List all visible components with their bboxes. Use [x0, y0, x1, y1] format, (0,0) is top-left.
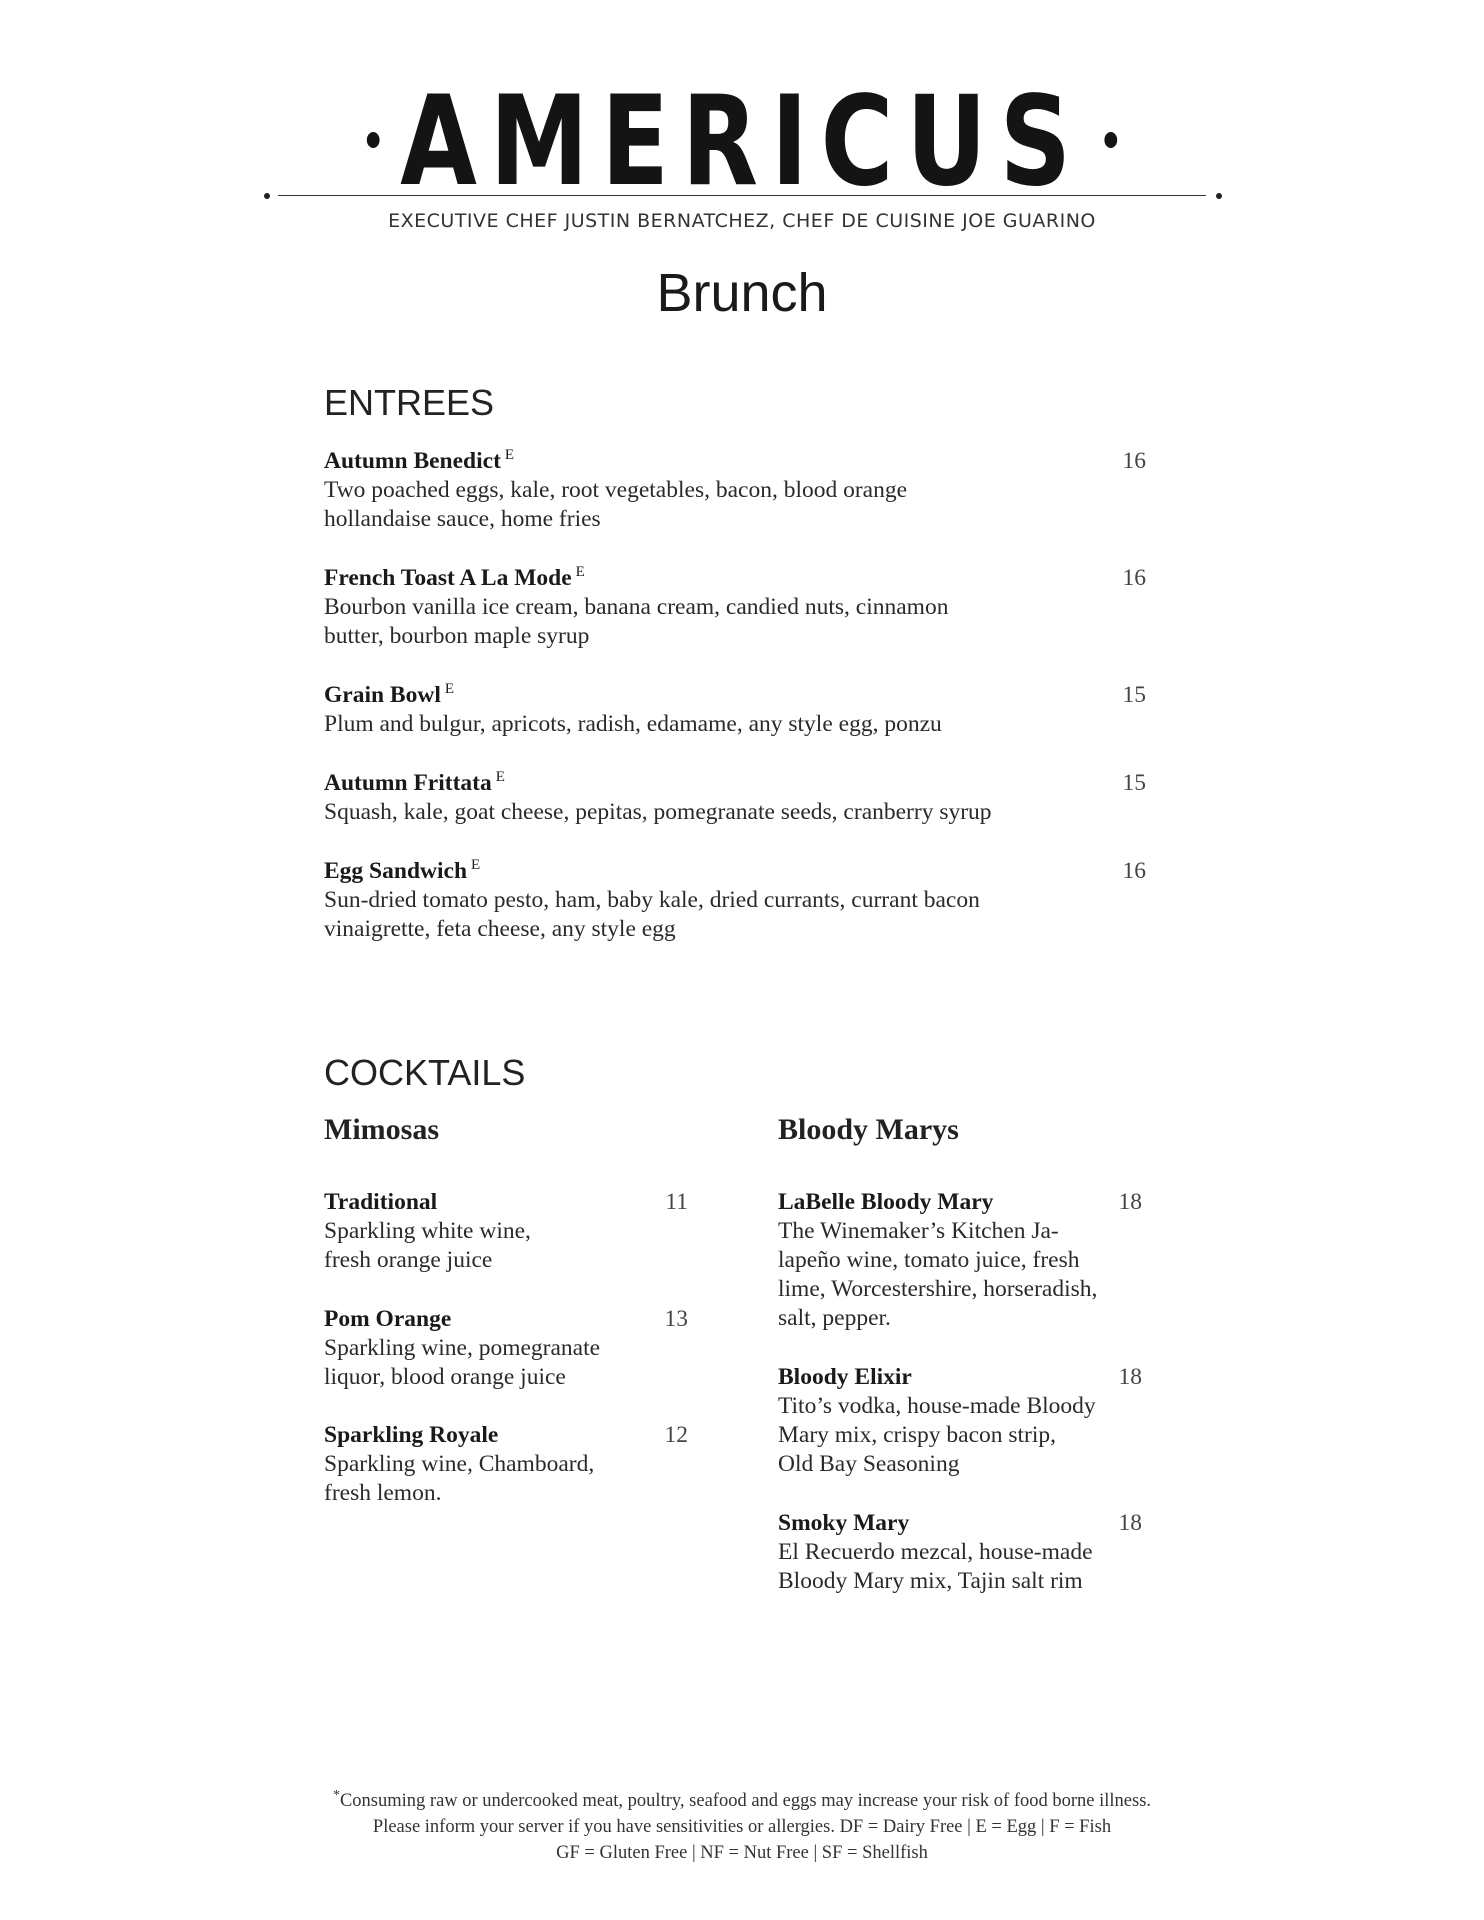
item-description: Sparkling white wine,	[324, 1218, 531, 1244]
item-description: fresh orange juice	[324, 1247, 493, 1273]
chef-credits: EXECUTIVE CHEF JUSTIN BERNATCHEZ, CHEF DE CUISINE JOE GUARINO	[388, 210, 1096, 232]
item-price: 16	[1122, 858, 1146, 884]
item-description: Squash, kale, goat cheese, pepitas, pomegranate seeds, cranberry syrup	[324, 799, 992, 825]
item-description: Sun-dried tomato pesto, ham, baby kale, dried currants, currant bacon	[324, 887, 980, 913]
item-description: El Recuerdo mezcal, house-made	[778, 1539, 1093, 1565]
item-price: 18	[1118, 1510, 1142, 1536]
rule-dot-left	[264, 193, 270, 199]
disclaimer-line: Please inform your server if you have sensitivities or allergies. DF = Dairy Free | E = Egg | F = Fish	[372, 1817, 1112, 1837]
egg-marker: E	[504, 447, 515, 464]
entree-item	[324, 564, 1144, 651]
item-name: Egg Sandwich	[324, 858, 468, 884]
subsection-title-bloody-marys: Bloody Marys	[778, 1113, 959, 1146]
item-description: Sparkling wine, pomegranate	[324, 1335, 601, 1361]
item-price: 18	[1118, 1189, 1142, 1215]
item-description: liquor, blood orange juice	[324, 1364, 566, 1390]
cocktail-item	[778, 1509, 1142, 1596]
footnote-asterisk: *	[332, 1787, 340, 1803]
item-description: lapeño wine, tomato juice, fresh	[778, 1247, 1080, 1273]
item-name: Autumn Frittata	[324, 770, 492, 796]
item-name: Bloody Elixir	[778, 1364, 912, 1390]
cocktail-item	[324, 1305, 688, 1392]
logo-dot-left	[367, 132, 380, 148]
logo-text: AMERICUS	[400, 70, 1084, 214]
section-title-entrees: ENTREES	[324, 382, 495, 423]
entree-item	[324, 857, 1144, 944]
restaurant-logo	[148, 70, 1335, 214]
item-description: lime, Worcestershire, horseradish,	[778, 1276, 1098, 1302]
egg-marker: E	[495, 769, 505, 786]
item-name: French Toast A La Mode	[324, 565, 572, 591]
item-price: 16	[1122, 565, 1146, 591]
item-name: Traditional	[324, 1189, 438, 1215]
item-name: Autumn Benedict	[324, 448, 501, 474]
header-divider	[278, 195, 1206, 196]
item-name: Sparkling Royale	[324, 1422, 499, 1448]
item-description: Sparkling wine, Chamboard,	[324, 1451, 595, 1477]
item-name: Grain Bowl	[324, 682, 441, 708]
cocktail-item	[778, 1363, 1142, 1479]
item-description: fresh lemon.	[324, 1480, 442, 1506]
item-description: vinaigrette, feta cheese, any style egg	[324, 916, 676, 942]
entree-item	[324, 769, 1144, 827]
item-description: The Winemaker’s Kitchen Ja-	[778, 1218, 1059, 1244]
item-description: Old Bay Seasoning	[778, 1451, 960, 1477]
item-description: hollandaise sauce, home fries	[324, 506, 601, 532]
menu-title: Brunch	[656, 263, 828, 323]
item-name: Pom Orange	[324, 1306, 452, 1332]
egg-marker: E	[575, 564, 585, 581]
disclaimer-line: GF = Gluten Free | NF = Nut Free | SF = Shellfish	[556, 1843, 928, 1863]
item-description: salt, pepper.	[778, 1305, 891, 1331]
egg-marker: E	[471, 857, 481, 874]
cocktail-item	[778, 1188, 1142, 1333]
egg-marker: E	[444, 681, 455, 698]
item-description: Mary mix, crispy bacon strip,	[778, 1422, 1057, 1448]
section-title-cocktails: COCKTAILS	[324, 1052, 526, 1093]
item-price: 11	[665, 1189, 688, 1215]
item-price: 15	[1122, 682, 1146, 708]
subsection-title-mimosas: Mimosas	[324, 1113, 439, 1146]
item-price: 18	[1118, 1364, 1142, 1390]
rule-dot-right	[1216, 193, 1222, 199]
logo-dot-right	[1105, 132, 1118, 148]
item-price: 15	[1122, 770, 1146, 796]
disclaimer-line: Consuming raw or undercooked meat, poultry, seafood and eggs may increase your risk of food borne illness.	[339, 1791, 1152, 1811]
item-price: 13	[664, 1306, 688, 1332]
item-price: 12	[664, 1422, 688, 1448]
item-price: 16	[1122, 448, 1146, 474]
item-description: butter, bourbon maple syrup	[324, 623, 590, 649]
item-description: Tito’s vodka, house-made Bloody	[778, 1393, 1096, 1419]
item-description: Plum and bulgur, apricots, radish, edamame, any style egg, ponzu	[324, 711, 942, 737]
item-name: LaBelle Bloody Mary	[778, 1189, 994, 1215]
item-name: Smoky Mary	[778, 1510, 910, 1536]
item-description: Bourbon vanilla ice cream, banana cream, candied nuts, cinnamon	[324, 594, 949, 620]
entree-item	[324, 681, 1144, 739]
entree-item	[324, 447, 1144, 534]
allergy-disclaimer	[0, 1788, 1484, 1866]
cocktail-item	[324, 1188, 688, 1275]
item-description: Bloody Mary mix, Tajin salt rim	[778, 1568, 1083, 1594]
item-description: Two poached eggs, kale, root vegetables, bacon, blood orange	[324, 477, 908, 503]
cocktail-item	[324, 1421, 688, 1508]
